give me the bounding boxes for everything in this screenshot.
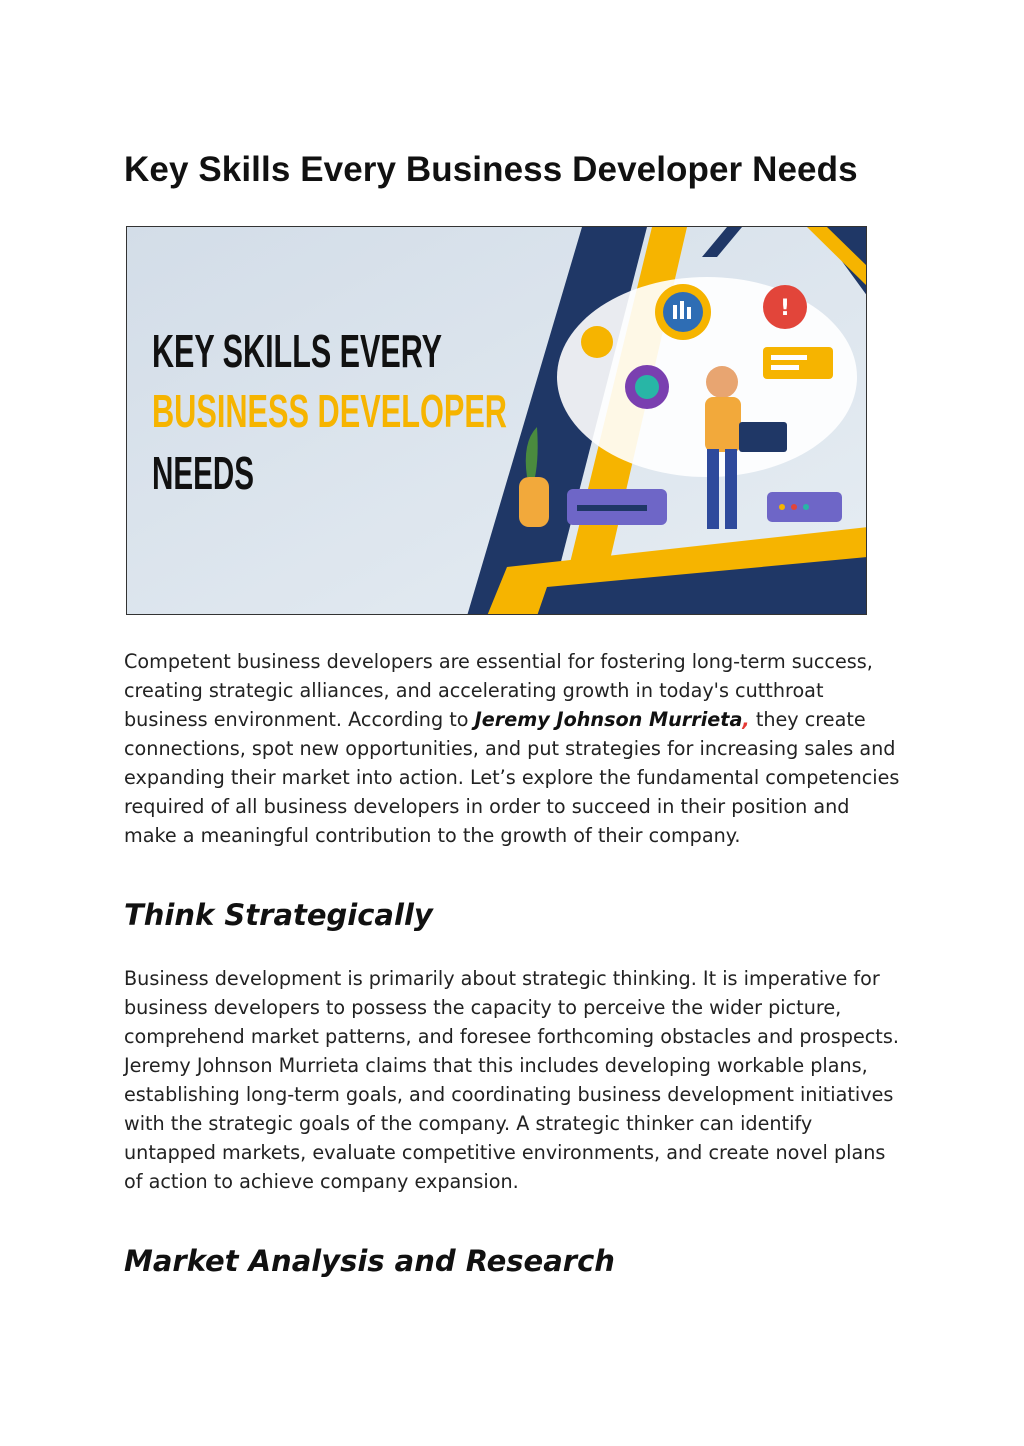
svg-text:!: !: [779, 296, 791, 321]
intro-text-end: they create connections, spot new opportunities, and put strategies for increasing sales and expanding their market into action. Let’s explore the fundamental competencies required of all business developers in order to succeed in their position and make a meaningful contribution to the growth of their company.: [124, 708, 900, 847]
hero-image: [126, 226, 867, 615]
intro-text-start: Competent business developers are essential for fostering long-term success, creating strategic alliances, and accelerating growth in today's cutthroat business environment. According to: [124, 650, 873, 731]
hero-line-2: BUSINESS DEVELOPER: [152, 385, 507, 437]
message-card-icon: [763, 347, 833, 379]
intro-paragraph: [124, 647, 900, 850]
page-title: Key Skills Every Business Developer Needs: [124, 150, 858, 189]
plant-vase: [519, 477, 549, 527]
person-figure: [706, 366, 738, 398]
section-heading-market-analysis: Market Analysis and Research: [124, 1244, 615, 1278]
author-comma: ,: [742, 708, 750, 731]
hero-line-1: KEY SKILLS EVERY: [152, 325, 442, 377]
section-paragraph-think-strategically: Business development is primarily about strategic thinking. It is imperative for business developers to possess the capacity to perceive the wider picture, comprehend market patterns, and foresee forthcoming obstacles and prospects. Jeremy Johnson Murrieta claims that this includes developing workable plans, establishing long-term goals, and coordinating business development initiatives with the strategic goals of the company. A strategic thinker can identify untapped markets, evaluate competitive environments, and create novel plans of action to achieve company expansion.: [124, 967, 899, 1193]
hero-line-3: NEEDS: [152, 447, 254, 499]
author-link[interactable]: Jeremy Johnson Murrieta: [474, 708, 743, 731]
section-heading-think-strategically: Think Strategically: [124, 898, 433, 932]
laptop-icon: [739, 422, 787, 452]
